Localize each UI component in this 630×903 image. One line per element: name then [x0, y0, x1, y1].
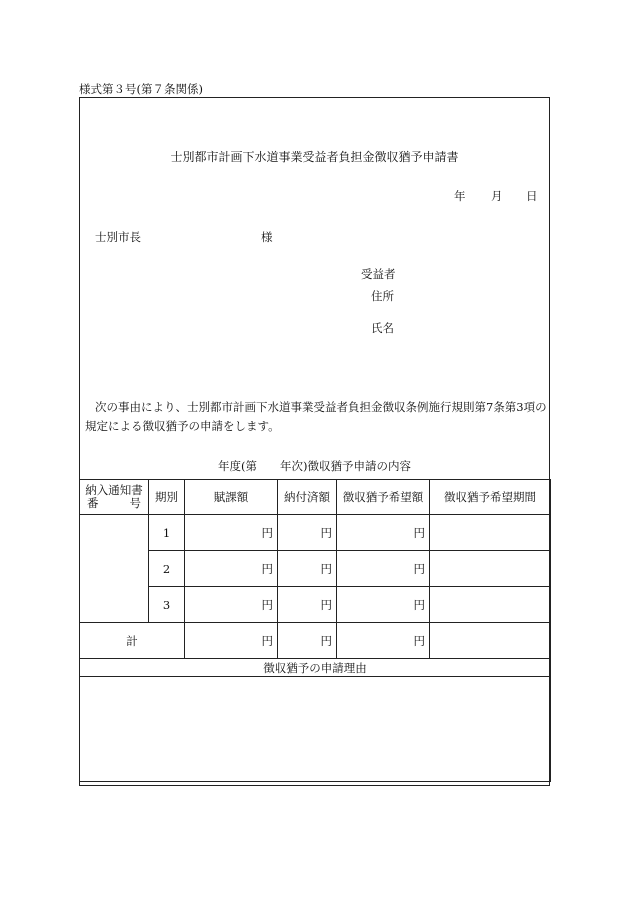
notice-number-cell[interactable] [80, 515, 149, 623]
total-label: 計 [80, 623, 185, 659]
table-row [80, 515, 551, 551]
header-notice-line2b: 号 [129, 496, 141, 510]
deferral-table [79, 479, 551, 782]
total-assessed-cell[interactable]: 円 [185, 623, 278, 659]
table-header-row [80, 480, 551, 515]
address-label: 住所 [371, 289, 394, 303]
requested-period-cell[interactable] [430, 587, 551, 623]
section-title: 年度(第 年次)徴収猶予申請の内容 [218, 459, 411, 473]
application-form [79, 97, 550, 786]
reason-label: 徴収猶予の申請理由 [80, 659, 551, 677]
header-notice-line1: 納入通知書 [85, 483, 143, 497]
requested-amount-cell[interactable]: 円 [337, 587, 430, 623]
date-year-label: 年 [454, 189, 466, 203]
table-row [80, 587, 551, 623]
requested-period-cell[interactable] [430, 515, 551, 551]
header-requested-period: 徴収猶予希望期間 [430, 480, 551, 515]
total-requested-period-cell[interactable] [430, 623, 551, 659]
total-paid-cell[interactable]: 円 [278, 623, 337, 659]
requested-amount-cell[interactable]: 円 [337, 515, 430, 551]
assessed-cell[interactable]: 円 [185, 587, 278, 623]
total-requested-amount-cell[interactable]: 円 [337, 623, 430, 659]
header-notice-number [80, 480, 149, 515]
name-label: 氏名 [371, 321, 394, 335]
application-statement: 次の事由により、士別都市計画下水道事業受益者負担金徴収条例施行規則第7条第3項の規定による徴収猶予の申請をします。 [85, 400, 547, 433]
assessed-cell[interactable]: 円 [185, 551, 278, 587]
form-number-label: 様式第３号(第７条関係) [79, 82, 203, 96]
date-month-label: 月 [491, 189, 503, 203]
form-title: 士別都市計画下水道事業受益者負担金徴収猶予申請書 [170, 150, 459, 164]
addressee: 士別市長 [95, 230, 141, 244]
header-notice-line2a: 番 [87, 496, 99, 510]
header-requested-amount: 徴収猶予希望額 [337, 480, 430, 515]
requested-amount-cell[interactable]: 円 [337, 551, 430, 587]
paid-cell[interactable]: 円 [278, 551, 337, 587]
paid-cell[interactable]: 円 [278, 587, 337, 623]
reason-header-row [80, 659, 551, 677]
period-cell: 2 [149, 551, 185, 587]
header-period: 期別 [149, 480, 185, 515]
requested-period-cell[interactable] [430, 551, 551, 587]
beneficiary-label: 受益者 [361, 267, 396, 281]
table-row [80, 551, 551, 587]
total-row [80, 623, 551, 659]
reason-body-row [80, 677, 551, 782]
assessed-cell[interactable]: 円 [185, 515, 278, 551]
honorific: 様 [261, 230, 273, 244]
header-assessed: 賦課額 [185, 480, 278, 515]
paid-cell[interactable]: 円 [278, 515, 337, 551]
reason-field[interactable] [80, 677, 551, 782]
date-day-label: 日 [526, 189, 538, 203]
header-paid: 納付済額 [278, 480, 337, 515]
period-cell: 3 [149, 587, 185, 623]
period-cell: 1 [149, 515, 185, 551]
